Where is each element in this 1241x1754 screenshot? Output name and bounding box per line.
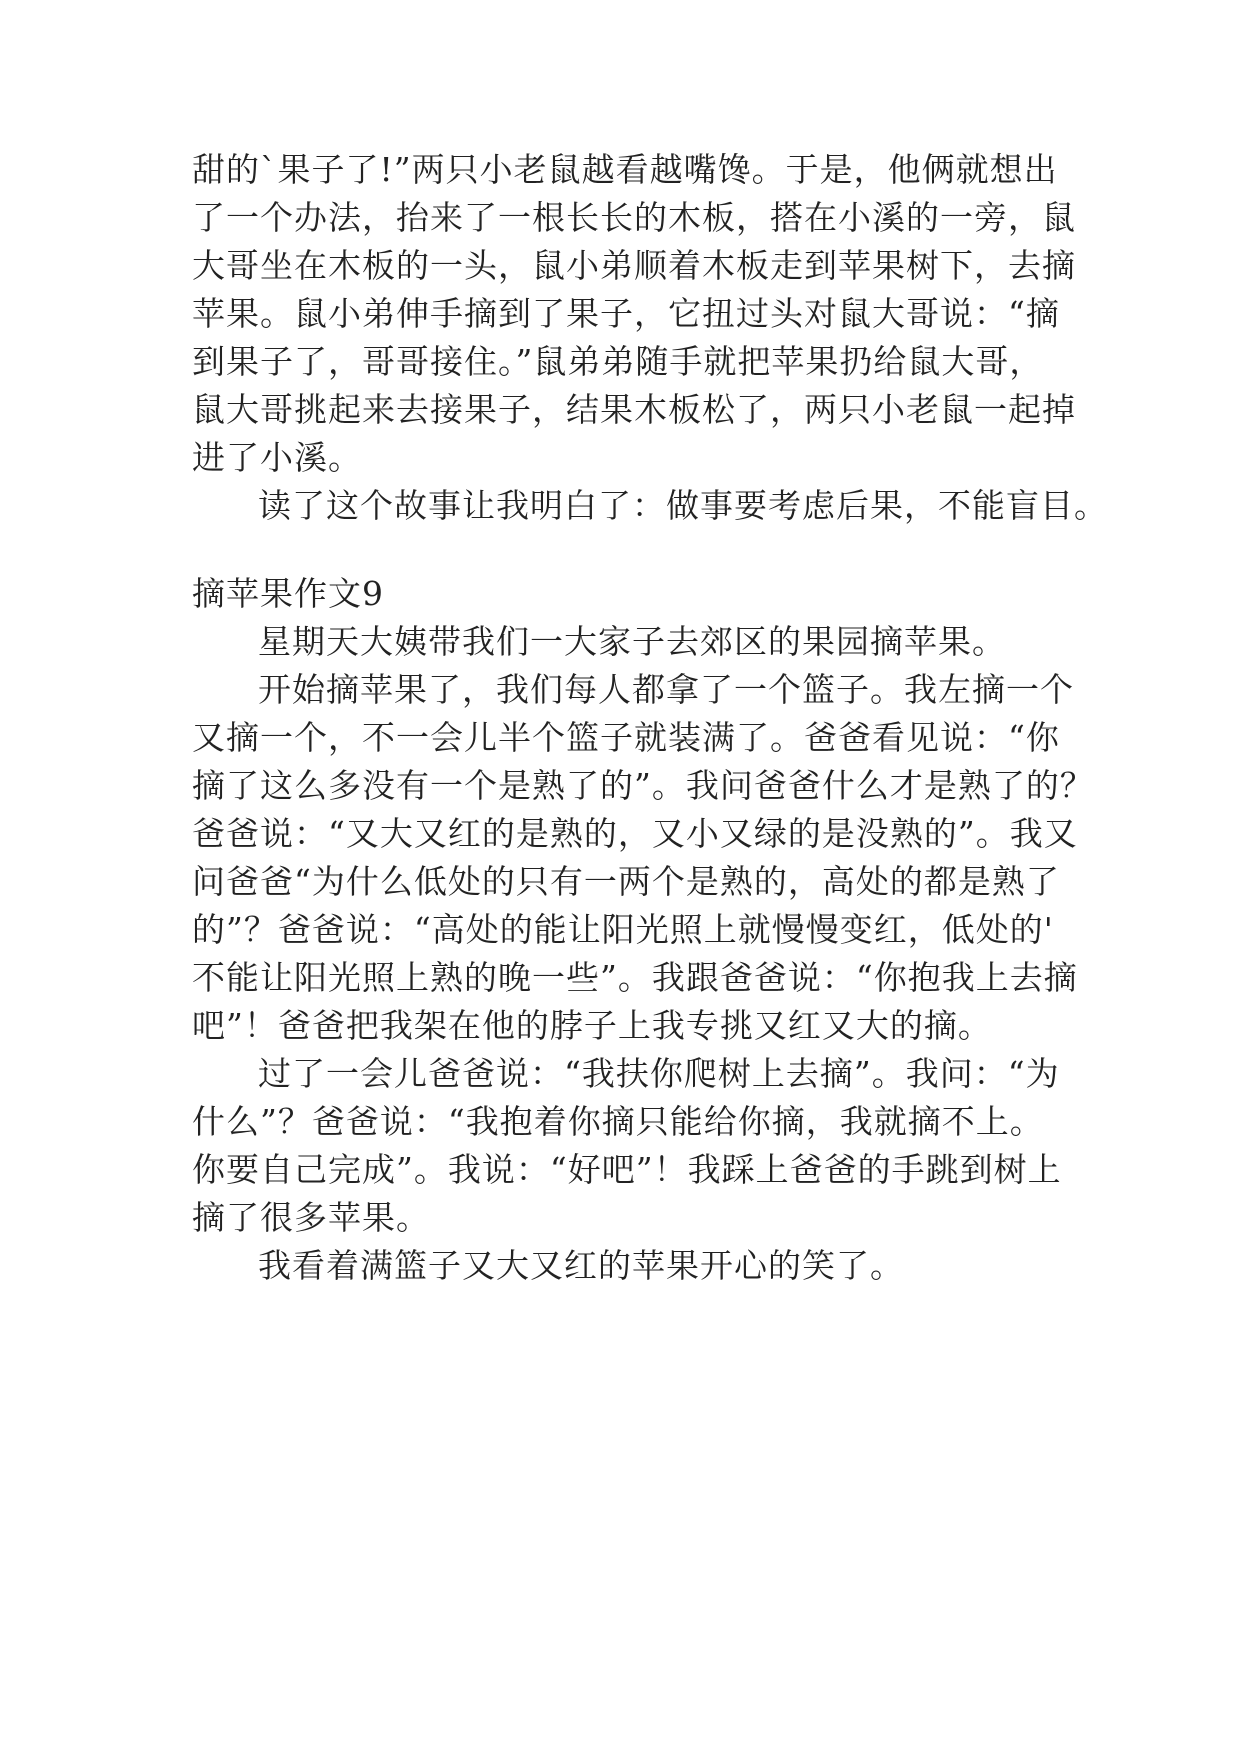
paragraph-line: 什么”？爸爸说：“我抱着你摘只能给你摘，我就摘不上。 (192, 1102, 1044, 1141)
paragraph-line: 不能让阳光照上熟的晚一些”。我跟爸爸说：“你抱我上去摘 (192, 958, 1078, 997)
text-line: 到果子了，哥哥接住。”鼠弟弟随手就把苹果扔给鼠大哥， (192, 342, 1044, 381)
text-line: 甜的`果子了!”两只小老鼠越看越嘴馋。于是，他俩就想出 (192, 150, 1058, 189)
paragraph-line: 爸爸说：“又大又红的是熟的，又小又绿的是没熟的”。我又 (192, 814, 1078, 853)
paragraph-line: 我看着满篮子又大又红的苹果开心的笑了。 (258, 1246, 904, 1285)
conclusion-paragraph: 读了这个故事让我明白了：做事要考虑后果，不能盲目。 (258, 486, 1108, 525)
paragraph-line: 吧”！爸爸把我架在他的脖子上我专挑又红又大的摘。 (192, 1006, 992, 1045)
paragraph-line: 的”？爸爸说：“高处的能让阳光照上就慢慢变红，低处的' (192, 910, 1054, 949)
paragraph-line: 开始摘苹果了，我们每人都拿了一个篮子。我左摘一个 (258, 670, 1074, 709)
text-line: 了一个办法，抬来了一根长长的木板，搭在小溪的一旁，鼠 (192, 198, 1076, 237)
text-line: 大哥坐在木板的一头，鼠小弟顺着木板走到苹果树下，去摘 (192, 246, 1076, 285)
text-line: 苹果。鼠小弟伸手摘到了果子，它扭过头对鼠大哥说：“摘 (192, 294, 1060, 333)
paragraph-line: 过了一会儿爸爸说：“我扶你爬树上去摘”。我问：“为 (258, 1054, 1060, 1093)
text-line: 进了小溪。 (192, 438, 362, 477)
paragraph-line: 又摘一个，不一会儿半个篮子就装满了。爸爸看见说：“你 (192, 718, 1060, 757)
section-title: 摘苹果作文9 (192, 574, 384, 613)
text-line: 鼠大哥挑起来去接果子，结果木板松了，两只小老鼠一起掉 (192, 390, 1076, 429)
paragraph-line: 摘了这么多没有一个是熟了的”。我问爸爸什么才是熟了的？ (192, 766, 1094, 805)
paragraph-line: 星期天大姨带我们一大家子去郊区的果园摘苹果。 (258, 622, 1006, 661)
paragraph-line: 摘了很多苹果。 (192, 1198, 430, 1237)
paragraph-line: 问爸爸“为什么低处的只有一两个是熟的，高处的都是熟了 (192, 862, 1060, 901)
paragraph-line: 你要自己完成”。我说：“好吧”！我踩上爸爸的手跳到树上 (192, 1150, 1062, 1189)
